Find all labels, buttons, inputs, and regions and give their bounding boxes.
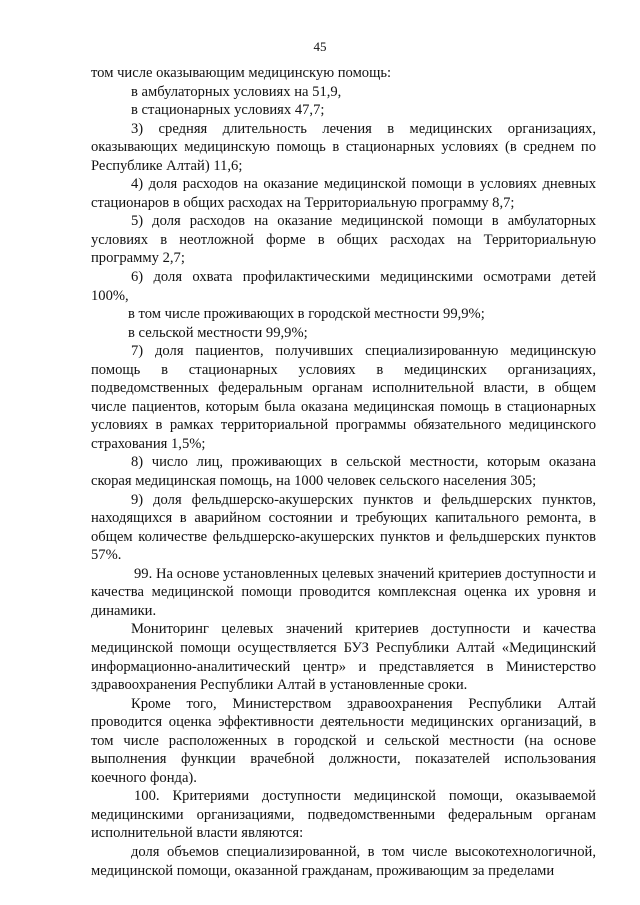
paragraph-urban-value: в том числе проживающих в городской местности 99,9%; [128, 306, 485, 323]
paragraph-item-9: 9) доля фельдшерско-акушерских пунктов и фельдшерских пунктов, находящихся в аварийном состоянии и требующих капитального ремонта, в общем количестве фельдшерско-акушерских пунктов и фельдшерских пунктов 57%. [91, 491, 596, 564]
paragraph-inpatient-value: в стационарных условиях 47,7; [131, 102, 325, 119]
paragraph-share-volumes: доля объемов специализированной, в том числе высокотехнологичной, медицинской помощи, оказанной гражданам, проживающим за пределами [91, 843, 596, 879]
paragraph-item-6: 6) доля охвата профилактическими медицинскими осмотрами детей 100%, [91, 269, 596, 304]
paragraph-section-99: 99. На основе установленных целевых значений критериев доступности и качества медицинской помощи проводится комплексная оценка их уровня и динамики. [91, 565, 596, 619]
paragraph-monitoring: Мониторинг целевых значений критериев доступности и качества медицинской помощи осуществляется БУЗ Республики Алтай «Медицинский информационно-аналитический центр» и представляется в Министерство здравоохранения Республики Алтай в установленные сроки. [91, 621, 596, 694]
paragraph-continuation: том числе оказывающим медицинскую помощь: [91, 65, 392, 81]
document-body [91, 64, 596, 880]
paragraph-ministry-evaluation: Кроме того, Министерством здравоохранения Республики Алтай проводится оценка эффективности деятельности медицинских организаций, в том числе расположенных в городской и сельской местности (на основе выполнения функции врачебной должности, показателей использования коечного фонда). [91, 695, 596, 786]
paragraph-item-3: 3) средняя длительность лечения в медицинских организациях, оказывающих медицинскую помощь в стационарных условиях (в среднем по Республике Алтай) 11,6; [91, 120, 596, 174]
paragraph-item-7: 7) доля пациентов, получивших специализированную медицинскую помощь в стационарных условиях в медицинских организациях, подведомственных федеральным органам исполнительной власти, в общем числе пациентов, которым была оказана медицинская помощь в стационарных условиях в рамках территориальной программы обязательного медицинского страхования 1,5%; [91, 343, 596, 452]
paragraph-rural-value: в сельской местности 99,9%; [128, 324, 308, 341]
paragraph-item-8: 8) число лиц, проживающих в сельской местности, которым оказана скорая медицинская помощь, на 1000 человек сельского населения 305; [91, 454, 596, 490]
paragraph-outpatient-value: в амбулаторных условиях на 51,9, [131, 83, 342, 100]
paragraph-item-5: 5) доля расходов на оказание медицинской помощи в амбулаторных условиях в неотложной форме в общих расходах на Территориальную программу 2,7; [91, 213, 596, 267]
paragraph-section-100: 100. Критериями доступности медицинской помощи, оказываемой медицинскими организациями, подведомственными федеральным органам исполнительной власти являются: [91, 788, 596, 842]
page-number: 45 [313, 39, 327, 54]
paragraph-item-4: 4) доля расходов на оказание медицинской помощи в условиях дневных стационаров в общих расходах на Территориальную программу 8,7; [91, 176, 596, 211]
